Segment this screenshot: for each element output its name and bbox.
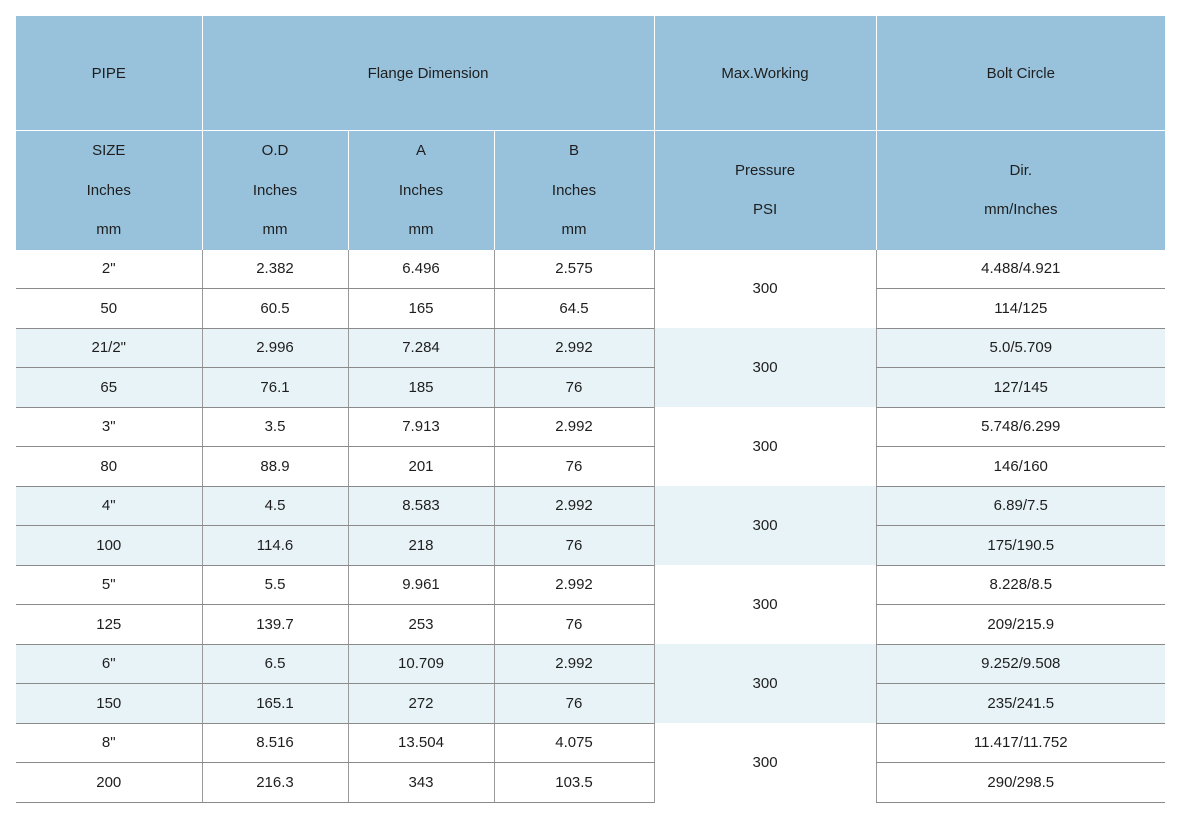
cell-b: 2.992 [494,644,654,684]
cell-b: 2.992 [494,328,654,368]
cell-bolt-circle: 209/215.9 [876,605,1165,645]
cell-a: 165 [348,289,494,329]
cell-pressure: 300 [654,644,876,723]
cell-size: 100 [16,526,202,566]
table-row [16,328,1165,368]
cell-bolt-circle: 4.488/4.921 [876,250,1165,289]
cell-pressure: 300 [654,565,876,644]
header-a-label: A [415,142,426,159]
cell-a: 272 [348,684,494,724]
cell-b: 2.992 [494,407,654,447]
cell-a: 8.583 [348,486,494,526]
header-dir-unit: mm/Inches [984,201,1058,219]
header-size-label: SIZE [92,142,126,159]
header-a-unit-mm: mm [408,221,434,238]
cell-bolt-circle: 235/241.5 [876,684,1165,724]
cell-a: 343 [348,763,494,803]
cell-pressure: 300 [654,486,876,565]
cell-size: 2" [16,250,202,289]
cell-b: 2.992 [494,486,654,526]
cell-bolt-circle: 6.89/7.5 [876,486,1165,526]
header-b-unit-inches: Inches [551,181,597,199]
table-row [16,526,1165,566]
cell-od: 4.5 [202,486,348,526]
cell-od: 88.9 [202,447,348,487]
cell-od: 2.996 [202,328,348,368]
cell-b: 4.075 [494,723,654,763]
cell-bolt-circle: 5.748/6.299 [876,407,1165,447]
cell-bolt-circle: 114/125 [876,289,1165,329]
cell-b: 76 [494,526,654,566]
header-od-unit-inches: Inches [252,181,298,199]
cell-bolt-circle: 11.417/11.752 [876,723,1165,763]
header-a [348,131,494,250]
header-b-unit-mm: mm [561,221,587,238]
header-max-working: Max.Working [654,16,876,131]
cell-a: 10.709 [348,644,494,684]
cell-pressure: 300 [654,250,876,329]
cell-od: 165.1 [202,684,348,724]
cell-od: 3.5 [202,407,348,447]
table-row [16,565,1165,605]
cell-bolt-circle: 8.228/8.5 [876,565,1165,605]
cell-od: 6.5 [202,644,348,684]
cell-od: 216.3 [202,763,348,803]
cell-size: 125 [16,605,202,645]
table-row [16,644,1165,684]
header-size-unit-mm: mm [96,221,122,238]
cell-size: 8" [16,723,202,763]
header-od-label: O.D [261,142,289,159]
cell-od: 114.6 [202,526,348,566]
header-pressure [654,131,876,250]
cell-b: 76 [494,368,654,408]
table-row [16,289,1165,329]
cell-pressure: 300 [654,407,876,486]
cell-b: 64.5 [494,289,654,329]
table-row [16,684,1165,724]
header-size-unit-inches: Inches [86,181,131,199]
cell-od: 5.5 [202,565,348,605]
cell-a: 13.504 [348,723,494,763]
header-row-1 [16,16,1165,131]
header-dir [876,131,1165,250]
cell-a: 185 [348,368,494,408]
cell-a: 7.913 [348,407,494,447]
cell-size: 200 [16,763,202,803]
cell-a: 6.496 [348,250,494,289]
cell-b: 76 [494,684,654,724]
header-row-2 [16,131,1165,250]
cell-size: 21/2" [16,328,202,368]
cell-od: 139.7 [202,605,348,645]
cell-size: 6" [16,644,202,684]
cell-a: 7.284 [348,328,494,368]
cell-size: 150 [16,684,202,724]
cell-size: 80 [16,447,202,487]
cell-od: 8.516 [202,723,348,763]
cell-b: 103.5 [494,763,654,803]
cell-od: 60.5 [202,289,348,329]
cell-a: 9.961 [348,565,494,605]
cell-bolt-circle: 127/145 [876,368,1165,408]
cell-size: 4" [16,486,202,526]
header-od [202,131,348,250]
cell-a: 218 [348,526,494,566]
cell-bolt-circle: 5.0/5.709 [876,328,1165,368]
flange-spec-table [16,16,1165,803]
cell-a: 253 [348,605,494,645]
header-pressure-unit: PSI [752,201,778,219]
table-row [16,605,1165,645]
cell-pressure: 300 [654,723,876,802]
header-size [16,131,202,250]
cell-b: 2.992 [494,565,654,605]
cell-bolt-circle: 9.252/9.508 [876,644,1165,684]
table-row [16,763,1165,803]
header-pressure-label: Pressure [735,161,796,179]
cell-size: 50 [16,289,202,329]
header-a-unit-inches: Inches [398,181,444,199]
cell-pressure: 300 [654,328,876,407]
header-b-label: B [569,142,580,159]
table-row [16,486,1165,526]
cell-b: 2.575 [494,250,654,289]
cell-b: 76 [494,605,654,645]
cell-bolt-circle: 146/160 [876,447,1165,487]
table-row [16,368,1165,408]
header-b [494,131,654,250]
cell-bolt-circle: 290/298.5 [876,763,1165,803]
table-row [16,723,1165,763]
header-dir-label: Dir. [1009,161,1033,179]
cell-od: 76.1 [202,368,348,408]
cell-size: 3" [16,407,202,447]
cell-b: 76 [494,447,654,487]
header-pipe: PIPE [91,64,126,82]
cell-size: 65 [16,368,202,408]
cell-size: 5" [16,565,202,605]
table-row [16,250,1165,289]
header-bolt-circle: Bolt Circle [876,16,1165,131]
cell-od: 2.382 [202,250,348,289]
table-row [16,447,1165,487]
header-od-unit-mm: mm [262,221,288,238]
cell-a: 201 [348,447,494,487]
cell-bolt-circle: 175/190.5 [876,526,1165,566]
header-flange-dimension: Flange Dimension [202,16,654,131]
table-row [16,407,1165,447]
